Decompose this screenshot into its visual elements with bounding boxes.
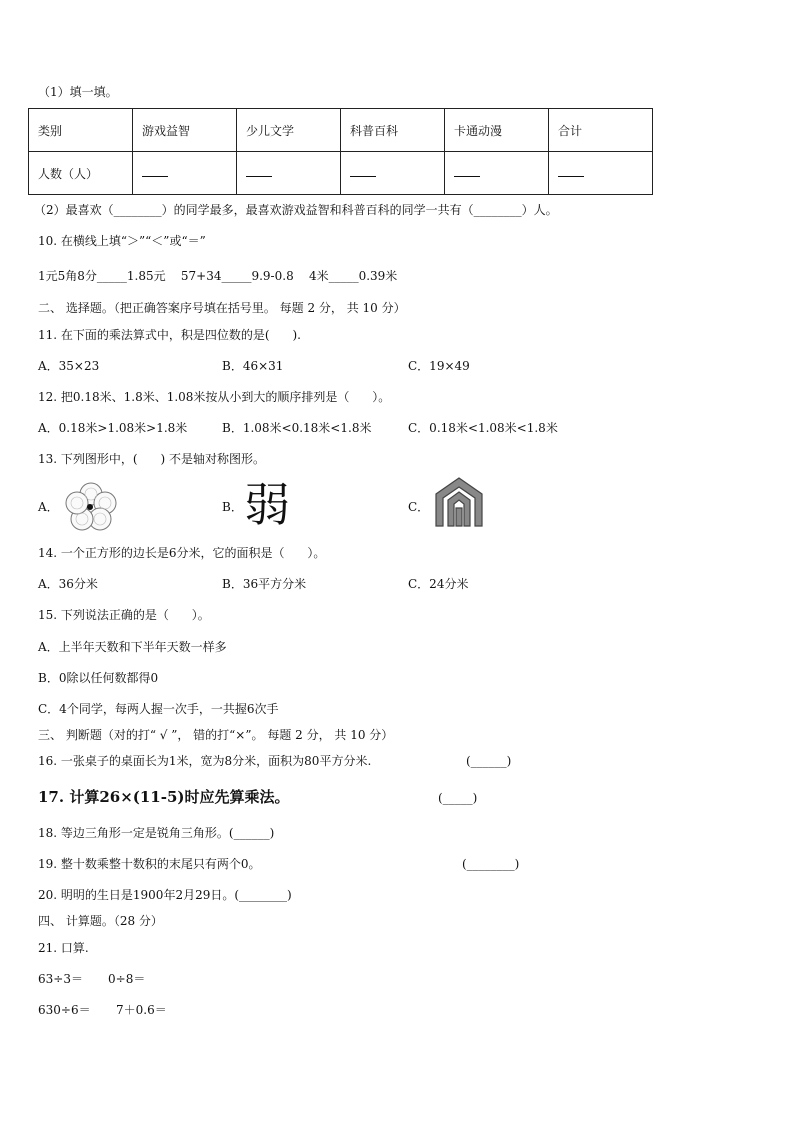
section-2-heading: 二、 选择题。（把正确答案序号填在括号里。 每题 2 分， 共 10 分） <box>38 301 406 315</box>
q20-text: 20. 明明的生日是1900年2月29日。(________) <box>38 888 292 902</box>
answer-blank-cell[interactable] <box>133 152 237 195</box>
q10-line: 1元5角8分_____1.85元 57+34_____9.9-0.8 4米_____0.39米 <box>38 269 398 283</box>
q13-option-a[interactable]: A． <box>38 500 59 514</box>
q11-option-a[interactable]: A．35×23 <box>38 359 100 373</box>
q12-option-b[interactable]: B．1.08米<0.18米<1.8米 <box>222 421 372 435</box>
q21-item: 63÷3＝ <box>38 972 83 986</box>
q15-option-a[interactable]: A．上半年天数和下半年天数一样多 <box>38 640 227 654</box>
q15-option-b[interactable]: B．0除以任何数都得0 <box>38 671 159 685</box>
q21-item: 630÷6＝ <box>38 1003 91 1017</box>
q9-part2: （2）最喜欢（________）的同学最多，最喜欢游戏益智和科普百科的同学一共有（________）人。 <box>34 203 558 217</box>
q14-text: 14. 一个正方形的边长是6分米，它的面积是（ ）。 <box>38 546 326 560</box>
q18-text: 18. 等边三角形一定是锐角三角形。(______) <box>38 826 275 840</box>
house-logo-figure <box>430 476 488 537</box>
q14-option-c[interactable]: C．24分米 <box>408 577 469 591</box>
table-header-row <box>29 109 653 152</box>
q16-text: 16. 一张桌子的桌面长为1米，宽为8分米，面积为80平方分米. <box>38 754 372 768</box>
table-cell: 少儿文学 <box>237 109 341 152</box>
q11-option-b[interactable]: B．46×31 <box>222 359 284 373</box>
q15-text: 15. 下列说法正确的是（ ）。 <box>38 608 210 622</box>
section-3-heading: 三、 判断题（对的打“ √ ”， 错的打“×”。 每题 2 分， 共 10 分） <box>38 728 394 742</box>
q21-item: 7＋0.6＝ <box>116 1003 167 1017</box>
q10-text: 10. 在横线上填“＞”“＜”或“＝” <box>38 234 206 248</box>
answer-blank-cell[interactable] <box>549 152 653 195</box>
table-cell: 科普百科 <box>341 109 445 152</box>
table-cell: 类别 <box>29 109 133 152</box>
table-cell: 合计 <box>549 109 653 152</box>
q9-part1-label: （1）填一填。 <box>38 85 118 99</box>
table-cell: 卡通动漫 <box>445 109 549 152</box>
q13-option-c[interactable]: C． <box>408 500 430 514</box>
q11-text: 11. 在下面的乘法算式中，积是四位数的是( ). <box>38 328 301 342</box>
q14-option-a[interactable]: A．36分米 <box>38 577 98 591</box>
q15-option-c[interactable]: C．4个同学，每两人握一次手，一共握6次手 <box>38 702 279 716</box>
q13-text: 13. 下列图形中，( ) 不是轴对称图形。 <box>38 452 265 466</box>
section-4-heading: 四、 计算题。（28 分） <box>38 914 163 928</box>
q17-answer-paren[interactable]: (_____) <box>438 791 478 805</box>
q12-text: 12. 把0.18米、1.8米、1.08米按从小到大的顺序排列是（ ）。 <box>38 390 391 404</box>
answer-blank-cell[interactable] <box>445 152 549 195</box>
table-cell: 游戏益智 <box>133 109 237 152</box>
survey-table <box>28 108 653 195</box>
table-row <box>29 152 653 195</box>
q14-option-b[interactable]: B．36平方分米 <box>222 577 307 591</box>
q19-answer-paren[interactable]: (________) <box>462 857 520 871</box>
q11-option-c[interactable]: C．19×49 <box>408 359 470 373</box>
answer-blank-cell[interactable] <box>341 152 445 195</box>
flower-figure <box>63 481 119 534</box>
q17-text: 17. 计算26×(11-5)时应先算乘法。 <box>38 788 290 806</box>
q12-option-c[interactable]: C．0.18米<1.08米<1.8米 <box>408 421 558 435</box>
q19-text: 19. 整十数乘整十数积的末尾只有两个0。 <box>38 857 261 871</box>
answer-blank-cell[interactable] <box>237 152 341 195</box>
q16-answer-paren[interactable]: (______) <box>466 754 512 768</box>
q21-text: 21. 口算. <box>38 941 89 955</box>
q13-option-b[interactable]: B． <box>222 500 243 514</box>
table-row-label: 人数（人） <box>29 152 133 195</box>
q12-option-a[interactable]: A．0.18米>1.08米>1.8米 <box>38 421 188 435</box>
q21-item: 0÷8＝ <box>108 972 146 986</box>
character-figure: 弱 <box>244 478 290 532</box>
